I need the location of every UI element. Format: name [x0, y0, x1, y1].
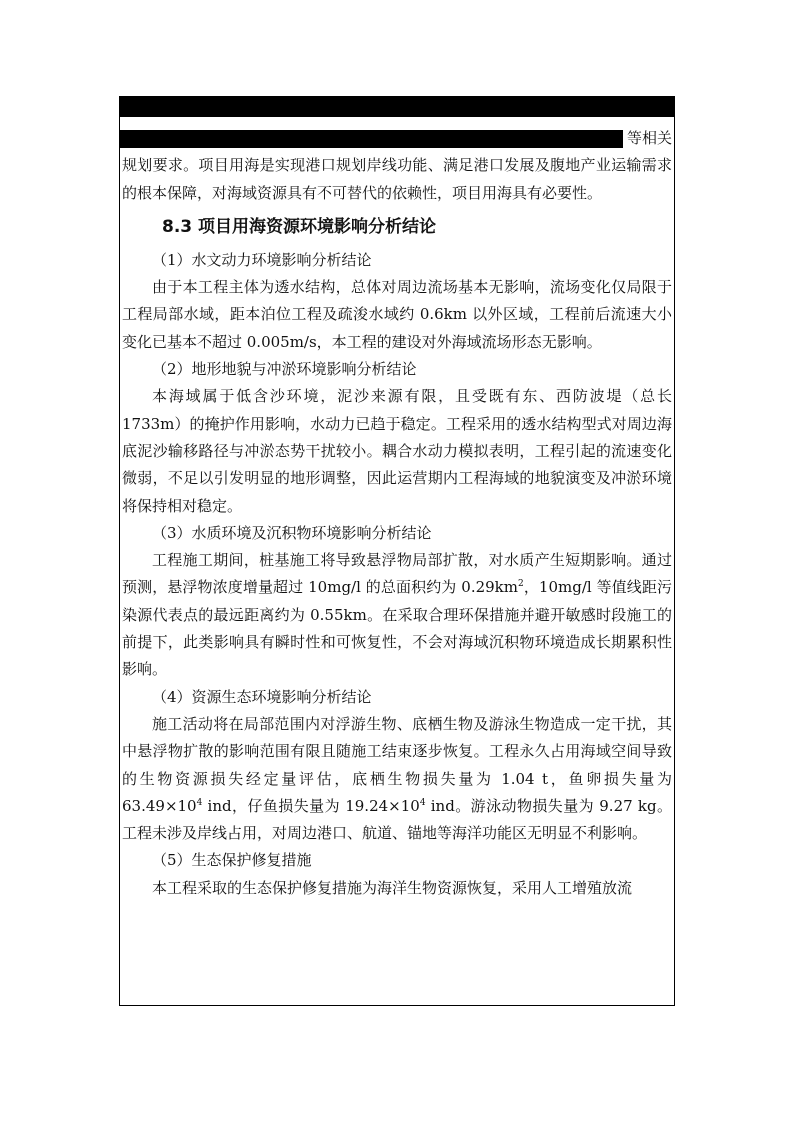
document-content: [122, 125, 672, 902]
item-2-title: （2）地形地貌与冲淤环境影响分析结论: [152, 360, 417, 379]
item-4-title: （4）资源生态环境影响分析结论: [152, 687, 372, 706]
item-2-body: 本海域属于低含沙环境，泥沙来源有限，且受既有东、西防波堤（总长1733m）的掩护作用影响，水动力已趋于稳定。工程采用的透水结构型式对周边海底泥沙输移路径与冲淤态势干扰较小。耦合水动力模拟表明，工程引起的流速变化微弱，不足以引发明显的地形调整，因此运营期内工程海域的地貌演变及冲淤环境将保持相对稳定。: [122, 387, 672, 515]
intro-line-end: 等相关: [626, 129, 672, 147]
intro-paragraph: 规划要求。项目用海是实现港口规划岸线功能、满足港口发展及腹地产业运输需求的根本保障，对海域资源具有不可替代的依赖性，项目用海具有必要性。: [122, 156, 672, 202]
item-1-title: （1）水文动力环境影响分析结论: [152, 250, 372, 269]
item-1-body: 由于本工程主体为透水结构，总体对周边流场基本无影响，流场变化仅局限于工程局部水域，距本泊位工程及疏浚水域约 0.6km 以外区域，工程前后流速大小变化已基本不超过 0.005m/s，本工程的建设对外海域流场形态无影响。: [122, 278, 672, 351]
redaction-bar-top: [120, 97, 674, 117]
item-5-body: 本工程采取的生态保护修复措施为海洋生物资源恢复，采用人工增殖放流: [152, 878, 633, 897]
page-frame: [119, 96, 675, 1006]
item-5-title: （5）生态保护修复措施: [152, 851, 312, 870]
item-3-title: （3）水质环境及沉积物环境影响分析结论: [152, 523, 432, 542]
item-3-body: 工程施工期间，桩基施工将导致悬浮物局部扩散，对水质产生短期影响。通过预测，悬浮物浓度增量超过 10mg/l 的总面积约为 $0.29km^2$，10mg/l 等值线距污染源代表点的最远距离约为 0.55km。在采取合理环保措施并避开敏感时段施工的前提下，此类影响具有瞬时性和可恢复性，不会对海域沉积物环境造成长期累积性影响。: [122, 551, 672, 679]
section-heading: 8.3 项目用海资源环境影响分析结论: [162, 216, 437, 237]
item-4-body: 施工活动将在局部范围内对浮游生物、底栖生物及游泳生物造成一定干扰，其中悬浮物扩散的影响范围有限且随施工结束逐步恢复。工程永久占用海域空间导致的生物资源损失经定量评估，底栖生物损失量为 1.04 t，鱼卵损失量为 $63.49\times 10^4$ ind，仔鱼损失量为 $19.24\times 10^4$ ind。游泳动物损失量为 9.27 kg。工程未涉及岸线占用，对周边港口、航道、锚地等海洋功能区无明显不利影响。: [122, 714, 672, 843]
